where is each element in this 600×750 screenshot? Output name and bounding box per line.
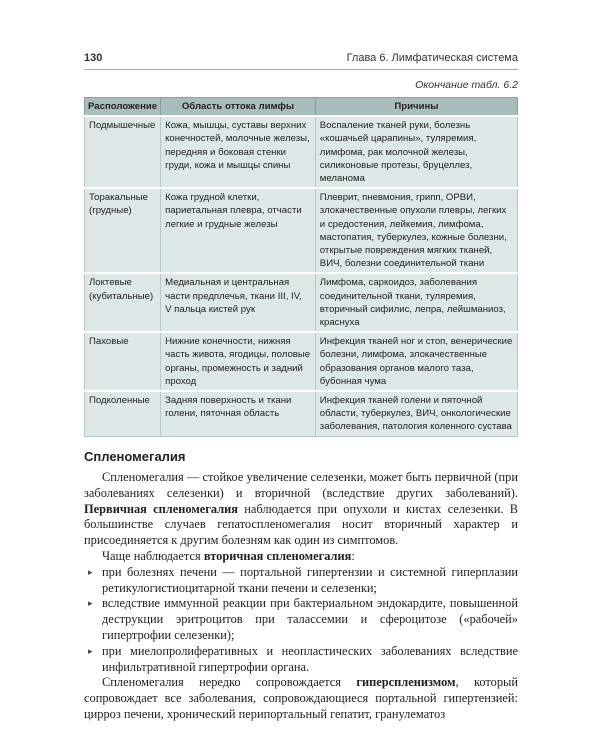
cell-location: Локтевые (кубитальные) bbox=[85, 273, 161, 332]
bold-term: вторичная спленомегалия bbox=[203, 548, 352, 563]
list-item bbox=[84, 644, 518, 676]
bullet-icon: ▸ bbox=[88, 598, 93, 609]
table-header-row bbox=[85, 98, 518, 117]
cell-causes: Лимфома, саркоидоз, заболевания соединительной ткани, туляремия, вторичный сифилис, лепра, лейшманиоз, краснуха bbox=[315, 273, 517, 332]
bold-term: Первичная спленомегалия bbox=[84, 501, 239, 516]
section-title: Спленомегалия bbox=[84, 449, 186, 464]
table-row bbox=[85, 273, 518, 332]
section-body bbox=[84, 470, 518, 723]
list-item-text: вследствие иммунной реакции при бактериальном эндокардите, повышенной деструкции эритроцитов при талассемии и сфероцитозе («рабочей» гипертрофии селезенки); bbox=[102, 596, 518, 642]
column-header-drainage: Область оттока лимфы bbox=[161, 98, 316, 117]
paragraph-text: Спленомегалия — стойкое увеличение селезенки, может быть первичной (при заболеваниях селезенки) и вторичной (вследствие других заболеваний). bbox=[84, 470, 518, 500]
list-item bbox=[84, 596, 518, 643]
table-row bbox=[85, 332, 518, 391]
table-caption: Окончание табл. 6.2 bbox=[415, 79, 518, 91]
paragraph-text: : bbox=[351, 548, 355, 563]
bullet-icon: ▸ bbox=[88, 645, 93, 656]
paragraph-text: Спленомегалия нередко сопровождается bbox=[102, 675, 341, 690]
cell-location: Паховые bbox=[85, 332, 161, 391]
cell-causes: Воспаление тканей руки, болезнь «кошачьей царапины», туляремия, лимфома, рак молочной железы, силиконовые протезы, бруцеллез, меланома bbox=[315, 116, 517, 188]
cell-location: Подмышечные bbox=[85, 116, 161, 188]
cell-drainage: Нижние конечности, нижняя часть живота, ягодицы, половые органы, промежность и задний проход bbox=[161, 332, 316, 391]
paragraph bbox=[84, 549, 518, 565]
table-row bbox=[85, 391, 518, 436]
chapter-title: Глава 6. Лимфатическая система bbox=[346, 52, 518, 64]
paragraph-text: наблюдается при опухоли и кистах селезенки. В большинстве случаев гепатоспленомегалия носит вторичный характер и присоединяется к другим болезням как один из симптомов. bbox=[84, 501, 518, 548]
bold-term: гиперспленизмом bbox=[356, 675, 456, 690]
list-item-text: при болезнях печени — портальной гипертензии и системной гиперплазии ретикулогистиоцитарной ткани печени и селезенки; bbox=[102, 564, 518, 595]
paragraph-text: , который сопровождает все заболевания, сопровождающиеся портальной гипертензией: цирроз печени, хронический перипортальный гепатит, гранулематоз bbox=[84, 675, 518, 721]
bullet-list bbox=[84, 565, 518, 676]
list-item-text: при миелопролиферативных и неопластических заболеваниях вследствие инфильтративной гипертрофии органа. bbox=[102, 643, 518, 674]
paragraph-text: Чаще наблюдается bbox=[102, 548, 201, 563]
cell-causes: Инфекция тканей голени и пяточной области, туберкулез, ВИЧ, онкологические заболевания, патология коленного сустава bbox=[315, 391, 517, 436]
page-number: 130 bbox=[84, 52, 103, 64]
cell-drainage: Кожа грудной клетки, париетальная плевра, отчасти легкие и грудные железы bbox=[161, 188, 316, 273]
paragraph bbox=[84, 675, 518, 722]
cell-causes: Инфекция тканей ног и стоп, венерические болезни, лимфома, злокачественные образования органов малого таза, бубонная чума bbox=[315, 332, 517, 391]
paragraph bbox=[84, 470, 518, 549]
cell-location: Подколенные bbox=[85, 391, 161, 436]
lymph-nodes-table bbox=[84, 97, 518, 437]
cell-causes: Плеврит, пневмония, грипп, ОРВИ, злокачественные опухоли плевры, легких и средостения, лейкемия, лимфома, мастопатия, туберкулез, кожные болезни, открытые повреждения мягких тканей, ВИЧ, болезни соединительной ткани bbox=[315, 188, 517, 273]
cell-drainage: Медиальная и центральная части предплечья, ткани III, IV, V пальца кистей рук bbox=[161, 273, 316, 332]
table-row bbox=[85, 116, 518, 188]
column-header-causes: Причины bbox=[315, 98, 517, 117]
column-header-location: Расположение bbox=[85, 98, 161, 117]
header-rule bbox=[84, 69, 518, 70]
cell-drainage: Задняя поверхность и ткани голени, пяточная область bbox=[161, 391, 316, 436]
table-row bbox=[85, 188, 518, 273]
list-item bbox=[84, 565, 518, 597]
cell-location: Торакальные (грудные) bbox=[85, 188, 161, 273]
bullet-icon: ▸ bbox=[88, 566, 93, 577]
cell-drainage: Кожа, мышцы, суставы верхних конечностей, молочные железы, передняя и боковая стенки груди, кожа и мышцы спины bbox=[161, 116, 316, 188]
running-header bbox=[84, 52, 518, 68]
